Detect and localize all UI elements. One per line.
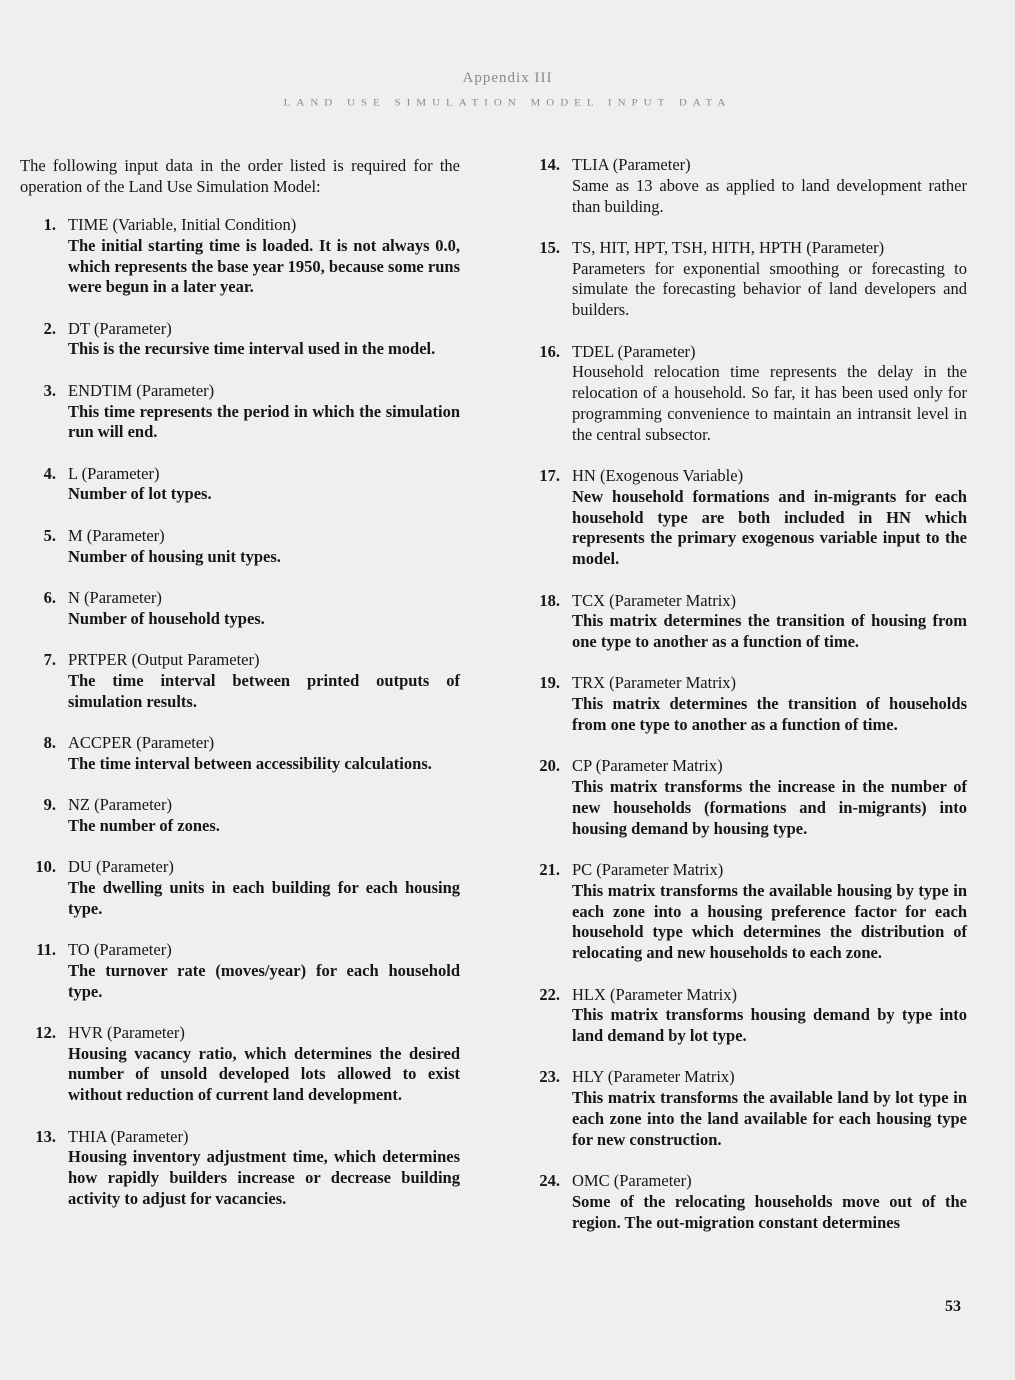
item-description: The time interval between printed outputs of simulation results. [68,670,460,711]
item-description: This matrix transforms the available land by lot type in each zone into the land available for each housing type for new construction. [572,1088,967,1149]
list-item [20,650,460,712]
page-number: 53 [945,1298,961,1315]
item-title: TRX (Parameter Matrix) [572,673,737,693]
item-number: 15. [539,237,560,257]
item-description: This matrix determines the transition of households from one type to another as a function of time. [572,694,967,735]
item-description: New household formations and in-migrants for each household type are both included in HN which represents the primary exogenous variable input to the model. [572,486,967,569]
list-item [20,381,460,443]
item-number: 20. [539,756,560,776]
item-title: N (Parameter) [68,587,162,607]
item-description: The dwelling units in each building for each housing type. [68,877,460,918]
item-description: This matrix transforms housing demand by type into land demand by lot type. [572,1005,967,1046]
item-number: 14. [539,155,560,174]
item-description: Number of housing unit types. [68,546,281,566]
item-title: OMC (Parameter) [572,1171,692,1191]
item-title: TCX (Parameter Matrix) [572,590,737,610]
item-description: Parameters for exponential smoothing or forecasting to simulate the forecasting behavior of land developers and builders. [572,258,967,320]
list-item [522,155,967,217]
list-item [20,588,460,630]
list-item [522,756,967,839]
item-description: This matrix determines the transition of housing from one type to another as a function of time. [572,611,967,652]
list-item [522,1171,967,1233]
appendix-subheading: LAND USE SIMULATION MODEL INPUT DATA [283,97,732,109]
list-item [522,1067,967,1150]
item-title: THIA (Parameter) [68,1126,189,1146]
appendix-heading: Appendix III [462,70,553,86]
left-item-list [20,215,460,1210]
list-item [20,733,460,775]
item-number: 1. [43,215,56,234]
item-description: The initial starting time is loaded. It is not always 0.0, which represents the base year 1950, because some runs were begun in a later year. [68,235,460,297]
item-title: HN (Exogenous Variable) [572,466,744,486]
list-item [20,526,460,568]
item-description: Housing inventory adjustment time, which determines how rapidly builders increase or decrease building activity to adjust for vacancies. [68,1147,460,1208]
list-item [20,795,460,837]
list-item [20,215,460,298]
item-title: HLY (Parameter Matrix) [572,1067,735,1087]
item-number: 2. [43,318,56,338]
item-description: Number of household types. [68,608,265,628]
item-title: PRTPER (Output Parameter) [68,649,260,669]
item-title: TLIA (Parameter) [572,155,691,174]
item-title: CP (Parameter Matrix) [572,756,723,776]
item-number: 18. [539,590,560,610]
item-number: 17. [539,466,560,486]
list-item [522,238,967,321]
item-title: NZ (Parameter) [68,794,172,814]
list-item [20,464,460,506]
item-title: TDEL (Parameter) [572,341,696,361]
item-description: The turnover rate (moves/year) for each household type. [68,960,460,1001]
list-item [522,673,967,735]
item-description: Household relocation time represents the delay in the relocation of a household. So far, it has been used only for programming convenience to maintain an intransit level in the central subsector. [572,362,967,444]
item-number: 23. [539,1067,560,1087]
item-number: 11. [36,939,56,959]
item-number: 6. [43,587,56,607]
item-description: The time interval between accessibility calculations. [68,753,432,773]
item-description: This time represents the period in which the simulation run will end. [68,401,460,442]
item-title: TIME (Variable, Initial Condition) [68,215,297,234]
list-item [522,466,967,570]
list-item [20,857,460,919]
item-number: 4. [43,463,56,483]
item-title: TS, HIT, HPT, TSH, HITH, HPTH (Parameter) [572,237,885,257]
list-item [522,860,967,964]
item-title: HLX (Parameter Matrix) [572,984,737,1004]
item-description: Housing vacancy ratio, which determines the desired number of unsold developed lots allowed to exist without reduction of current land development. [68,1043,460,1105]
item-number: 9. [43,794,56,814]
item-title: M (Parameter) [68,525,165,545]
list-item [20,940,460,1002]
item-title: L (Parameter) [68,463,160,483]
list-item [20,319,460,361]
item-title: HVR (Parameter) [68,1022,185,1042]
item-description: This matrix transforms the increase in the number of new households (formations and in-migrants) into housing demand by housing type. [572,777,967,838]
list-item [522,985,967,1047]
item-number: 19. [539,673,560,693]
item-description: Some of the relocating households move out of the region. The out-migration constant determines [572,1191,967,1232]
item-number: 21. [539,860,560,880]
item-number: 5. [43,525,56,545]
item-number: 10. [35,857,56,877]
item-title: PC (Parameter Matrix) [572,860,724,880]
item-number: 3. [43,380,56,400]
item-number: 24. [539,1171,560,1191]
item-title: TO (Parameter) [68,939,172,959]
item-number: 7. [43,649,56,669]
list-item [20,1023,460,1106]
item-title: ACCPER (Parameter) [68,732,215,752]
item-description: This matrix transforms the available housing by type in each zone into a housing preference factor for each household type which determines the distribution of relocating and new households to each zone. [572,880,967,963]
right-column [522,155,967,1254]
item-description: Number of lot types. [68,484,212,504]
item-description: This is the recursive time interval used in the model. [68,339,436,359]
item-number: 22. [539,984,560,1004]
item-number: 16. [539,341,560,361]
list-item [522,342,967,446]
item-number: 13. [35,1126,56,1146]
left-column [20,155,460,1230]
item-title: DT (Parameter) [68,318,172,338]
item-title: ENDTIM (Parameter) [68,380,215,400]
list-item [522,591,967,653]
item-description: The number of zones. [68,815,220,835]
item-description: Same as 13 above as applied to land development rather than building. [572,175,967,216]
item-number: 12. [35,1022,56,1042]
item-title: DU (Parameter) [68,857,174,877]
intro-paragraph: The following input data in the order listed is required for the operation of the Land Use Simulation Model: [20,156,460,196]
list-item [20,1127,460,1210]
item-number: 8. [43,732,56,752]
right-item-list [522,155,967,1233]
